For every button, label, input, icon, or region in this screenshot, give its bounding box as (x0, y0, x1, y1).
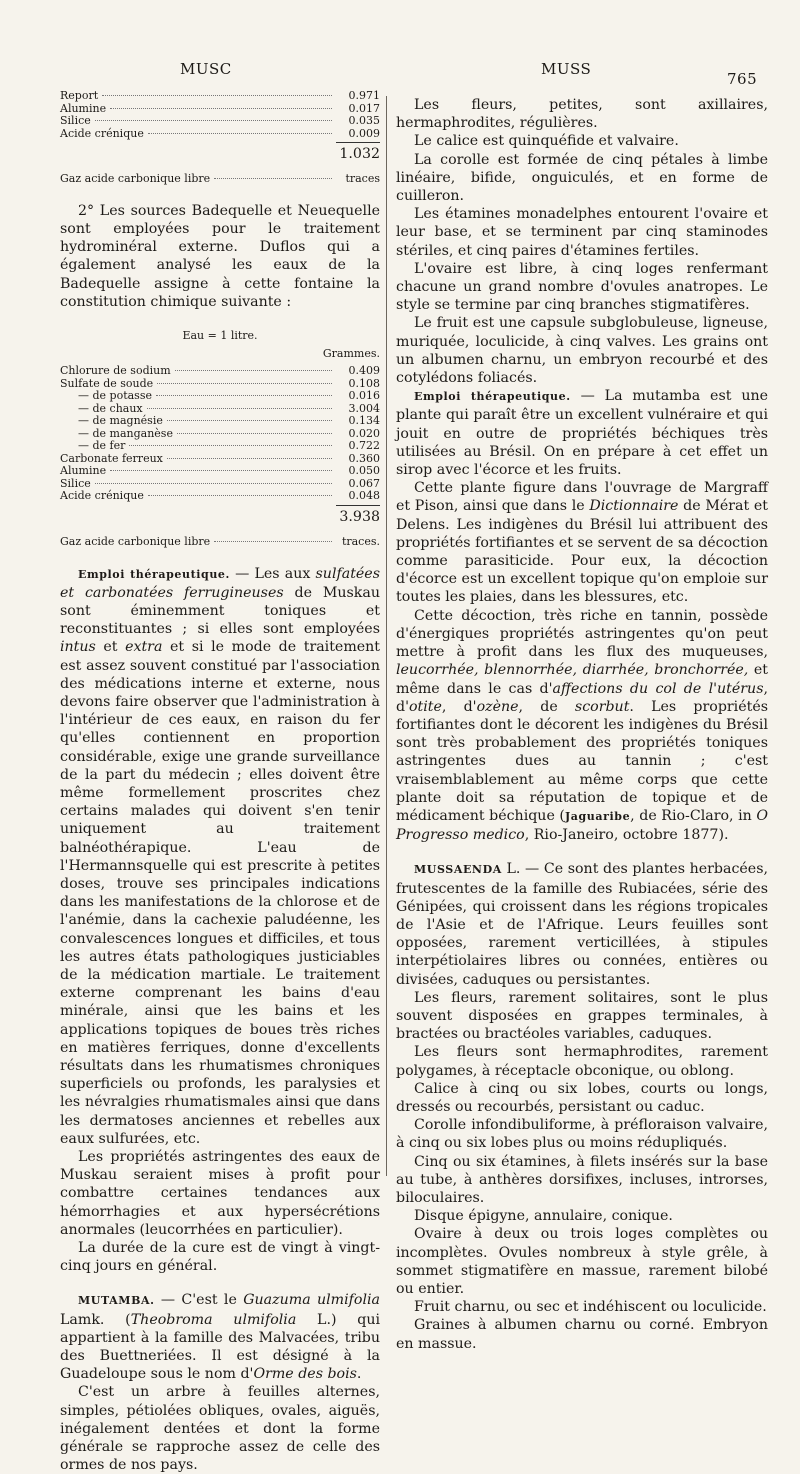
right-column (396, 96, 768, 1353)
entry-mutamba: MUTAMBA. — C'est le Guazuma ulmifolia Lamk. (Theobroma ulmifolia L.) qui appartient à la famille des Malvacées, tribu des Buettneriées. Il est désigné à la Guadeloupe sous le nom d'Orme des bois. (60, 1292, 381, 1383)
paragraph-astringent: Les propriétés astringentes des eaux de Muskau seraient mises à profit pour combattre certaines tendances aux hémorrhagies et aux hypersécrétions anormales (leucorrhées en particulier). (60, 1149, 380, 1238)
gas-row-2: Gaz acide carbonique libre traces. (60, 535, 380, 549)
paragraph-disque: Disque épigyne, annulaire, conique. (414, 1208, 673, 1225)
paragraph-fruit-2: Fruit charnu, ou sec et indéhiscent ou loculicide. (414, 1299, 767, 1316)
table-row-value: 0.134 (348, 414, 380, 428)
dot-leader (102, 95, 332, 96)
dot-leader (156, 395, 332, 396)
entry-mussaenda: MUSSAENDA L. — Ce sont des plantes herbacées, frutescentes de la famille des Rubiacées, série des Génipées, qui croissent dans les régions tropicales de l'Asie et de l'Afrique. Leurs feuilles sont opposées, rarement verticillées, à stipules interpétiolaires libres ou connées, entières ou divisées, caduques ou persistantes. (396, 861, 768, 988)
dot-leader (167, 420, 332, 421)
paragraph-corolle: La corolle est formée de cinq pétales à limbe linéaire, bifide, onguiculés, et en forme de cuilleron. (396, 151, 768, 205)
dot-leader (148, 133, 332, 134)
dot-leader (147, 408, 332, 409)
header-left-word: MUSC (180, 60, 232, 78)
entry-heading-mussaenda: MUSSAENDA (414, 863, 502, 877)
dot-leader (110, 108, 332, 109)
paragraph-ovaire-2: Ovaire à deux ou trois loges complètes ou incomplètes. Ovules nombreux à style grêle, à sommet stigmatifère en massue, rarement bilobé ou entier. (396, 1226, 768, 1297)
dot-leader (110, 470, 332, 471)
table-row (60, 115, 380, 128)
table-row-value: 0.017 (348, 101, 380, 115)
table-row-label: Acide crénique (60, 489, 144, 503)
paragraph-corolle-2: Corolle infondibuliforme, à préfloraison valvaire, à cinq ou six lobes plus ou moins rédupliqués. (396, 1117, 768, 1152)
paragraph-decoction: Cette décoction, très riche en tannin, possède d'énergiques propriétés astringentes qu'on peut mettre à profit dans les flux des muqueuses, leucorrhée, blennorrhée, diarrhée, bronchorrée, et même dans le cas d'affections du col de l'utérus, d'otite, d'ozène, de scorbut. Les propriétés fortifiantes dont le décorent les indigènes du Brésil sont très probablement des propriétés toniques astringentes dues au tannin ; c'est vraisemblablement au même corps que cette plante doit sa réputation de topique et de médicament béchique (Jaguaribe, de Rio-Claro, in O Progresso medico, Rio-Janeiro, octobre 1877). (396, 607, 769, 844)
table-row-label: Alumine (60, 101, 107, 115)
section-heading-emploi: Emploi thérapeutique. (78, 567, 230, 581)
table-row (60, 415, 380, 428)
table-row-label: — de magnésie (78, 414, 163, 428)
dot-leader (148, 495, 332, 496)
table-row-label: Silice (60, 476, 91, 490)
table-row (60, 453, 380, 466)
table-row-value: 3.004 (348, 401, 380, 415)
paragraph-graines: Graines à albumen charnu ou corné. Embryon en massue. (396, 1317, 768, 1352)
table-row (60, 128, 380, 141)
table-row-label: — de fer (78, 439, 126, 453)
table-row-value: 0.108 (348, 376, 380, 390)
table-row-value: 0.050 (348, 464, 380, 478)
paragraph-margraff: Cette plante figure dans l'ouvrage de Margraff et Pison, ainsi que dans le Dictionnaire de Mérat et Delens. Les indigènes du Brésil lui attribuent des propriétés fortifiantes et se servent de sa décoction comme parasiticide. Pour eux, la décoction d'écorce est un excellent topique qu'on emploie sur toutes les plaies, dans les blessures, etc. (396, 480, 768, 606)
paragraph-arbre: C'est un arbre à feuilles alternes, simples, pétiolées obliques, ovales, aiguës, inégalement dentées et dont la forme générale se rapproche assez de celle des ormes de nos pays. (60, 1384, 380, 1474)
table-row-value: 0.971 (348, 89, 380, 102)
table-row-value: 0.016 (348, 389, 380, 403)
dot-leader (177, 433, 332, 434)
dot-leader (95, 483, 332, 484)
table-row-value: 0.409 (348, 364, 380, 378)
table-row (60, 440, 380, 453)
table-row-label: Acide crénique (60, 126, 144, 140)
analysis-table-1 (60, 90, 380, 140)
water-unit: Eau = 1 litre. (182, 328, 258, 342)
paragraph-etamines-2: Cinq ou six étamines, à filets insérés sur la base au tube, à anthères dorsifixes, incluses, introrses, biloculaires. (396, 1153, 768, 1206)
dot-leader (157, 383, 332, 384)
paragraph-etamines: Les étamines monadelphes entourent l'ovaire et leur base, et se terminent par cinq staminodes stériles, et cinq paires d'étamines fertiles. (396, 206, 768, 259)
paragraph-emploi-mutamba: Emploi thérapeutique. — La mutamba est une plante qui paraît être un excellent vulnéraire et qui jouit en outre de propriétés béchiques très utilisées au Brésil. On en prépare à cet effet un sirop avec l'écorce et les fruits. (396, 388, 768, 479)
table-row (60, 90, 380, 103)
paragraph-fleurs: Les fleurs, petites, sont axillaires, hermaphrodites, régulières. (396, 97, 768, 132)
table-row-label: Silice (60, 114, 91, 127)
table-row-value: 0.035 (348, 114, 380, 127)
table-row (60, 490, 380, 503)
table-row-label: Report (60, 89, 99, 102)
dot-leader (129, 445, 332, 446)
paragraph-calice-2: Calice à cinq ou six lobes, courts ou longs, dressés ou recourbés, persistant ou caduc. (396, 1080, 768, 1115)
paragraph-hermaphrodites: Les fleurs sont hermaphrodites, rarement polygames, à réceptacle obconique, ou oblong. (396, 1044, 768, 1079)
table1-total: 1.032 (60, 142, 380, 163)
gas-row-1: Gaz acide carbonique libre traces (60, 172, 380, 186)
table2-total: 3.938 (60, 505, 380, 526)
paragraph-sources: 2° Les sources Badequelle et Neuequelle sont employées pour le traitement hydrominéral externe. Duflos qui a également analysé les eaux de la Badequelle assigne à cette fontaine la constitution chimique suivante : (60, 202, 380, 310)
table-row-value: 0.360 (348, 451, 380, 465)
dot-leader (175, 370, 332, 371)
table-row-label: — de manganèse (78, 426, 173, 440)
table-row-label: Chlorure de sodium (60, 364, 171, 378)
paragraph-emploi: Emploi thérapeutique. — Les aux sulfatées et carbonatées ferrugineuses de Muskau sont éminemment toniques et reconstituantes ; si elles sont employées intus et extra et si le mode de traitement est assez souvent constitué par l'association des médications interne et externe, nous devons faire observer que l'administration à l'intérieur de ces eaux, en raison du fer qu'elles contiennent en proportion considérable, exige une grande surveillance de la part du médecin ; elles doivent être même formellement proscrites chez certains malades qui doivent s'en tenir uniquement au traitement balnéothérapique. L'eau de l'Hermannsquelle qui est prescrite à petites doses, trouve ses principales indications dans les manifestations de la chlorose et de l'anémie, dans la cachexie paludéenne, les convalescences longues et difficiles, et tous les autres états pathologiques justiciables de la médication martiale. Le traitement externe comprenant les bains d'eau minérale, ainsi que les bains et les applications topiques de boues très riches en matières ferriques, donne d'excellents résultats dans les rhumatismes chroniques superficiels ou profonds, les paralysies et les névralgies rhumatismales ainsi que dans les dermatoses anciennes et rebelles aux eaux sulfurées, etc. (60, 565, 381, 1147)
analysis-table-2 (60, 365, 380, 503)
dot-leader (167, 458, 332, 459)
left-column (60, 90, 380, 1474)
paragraph-fruit: Le fruit est une capsule subglobuleuse, ligneuse, muriquée, loculicide, à cinq valves. Les grains ont un albumen charnu, un embryon recourbé et des cotylédons foliacés. (396, 315, 768, 387)
column-divider (386, 96, 387, 1176)
paragraph-calice: Le calice est quinquéfide et valvaire. (414, 133, 679, 150)
table-row-value: 0.722 (348, 439, 380, 453)
dot-leader (95, 120, 332, 121)
paragraph-ovaire: L'ovaire est libre, à cinq loges renfermant chacune un grand nombre d'ovules anatropes. Le style se termine par cinq branches stigmatifères. (396, 260, 768, 314)
table-row-value: 0.048 (348, 489, 380, 503)
table-row-label: — de potasse (78, 389, 152, 403)
table-row (60, 365, 380, 378)
table-row-value: 0.020 (348, 426, 380, 440)
table-row-value: 0.067 (348, 476, 380, 490)
paragraph-duree: La durée de la cure est de vingt à vingt-cinq jours en général. (60, 1240, 380, 1275)
table-row (60, 465, 380, 478)
table-row-value: 0.009 (348, 126, 380, 140)
table-row-label: Alumine (60, 464, 107, 478)
section-heading-emploi-2: Emploi thérapeutique. (414, 390, 571, 404)
table-row (60, 390, 380, 403)
table-row-label: — de chaux (78, 401, 143, 415)
paragraph-inflorescence: Les fleurs, rarement solitaires, sont le plus souvent disposées en grappes terminales, à bractées ou bractéoles variables, caduques. (396, 989, 768, 1043)
grammes-heading: Grammes. (322, 347, 380, 361)
table-row-label: Sulfate de soude (60, 376, 154, 390)
entry-heading-mutamba: MUTAMBA. (78, 1294, 155, 1308)
table-row-label: Carbonate ferreux (60, 451, 163, 465)
table-row (60, 103, 380, 116)
page-number: 765 (727, 70, 758, 88)
header-right-word: MUSS (541, 60, 592, 78)
